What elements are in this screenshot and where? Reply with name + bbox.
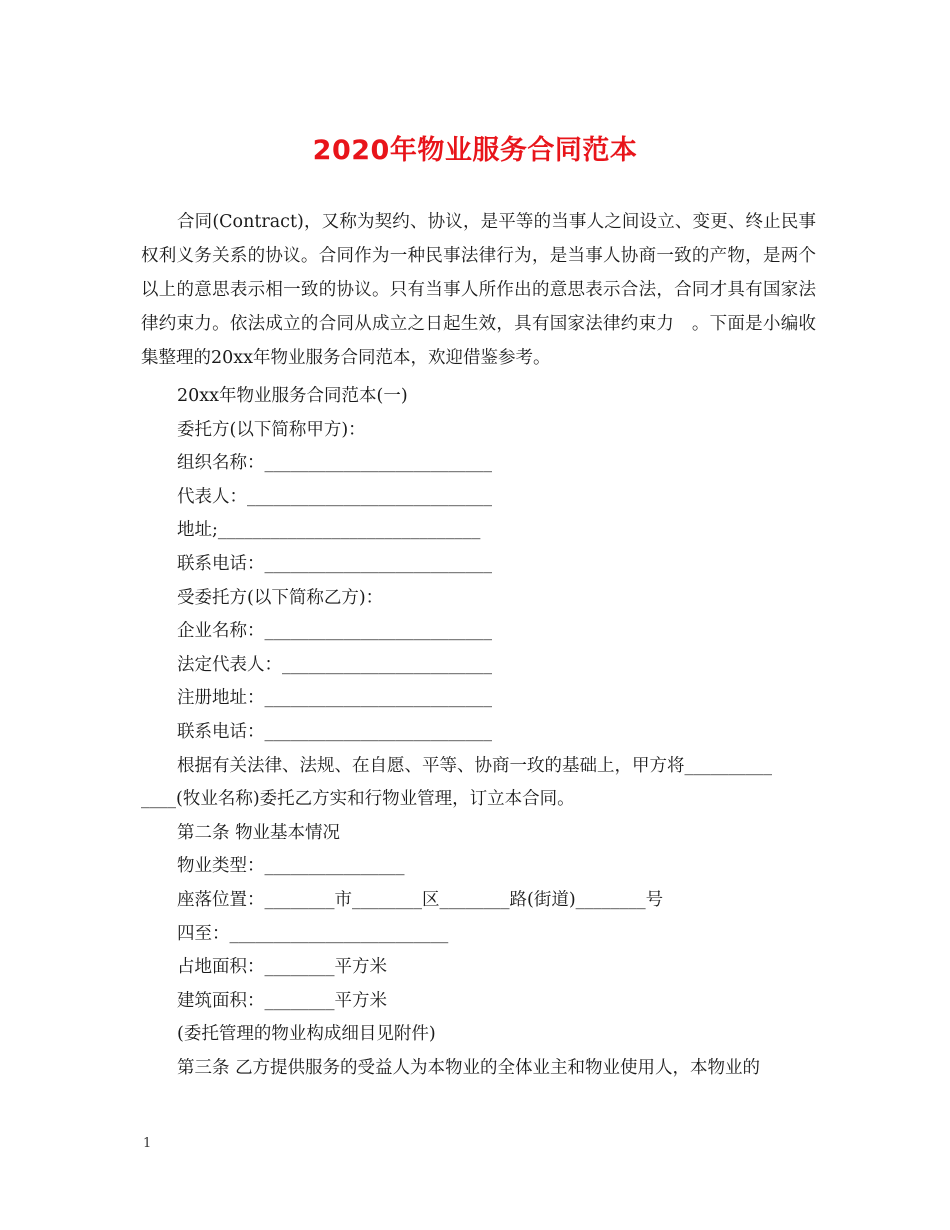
article-3-text: 第三条 乙方提供服务的受益人为本物业的全体业主和物业使用人，本物业的 bbox=[177, 1057, 761, 1078]
party-b-company-name-field: 企业名称：__________________________ bbox=[177, 621, 492, 642]
contract-subtitle: 20xx年物业服务合同范本(一) bbox=[177, 386, 408, 406]
agreement-clause: 根据有关法律、法规、在自愿、平等、协商一玫的基础上，甲方将__________ bbox=[177, 755, 772, 776]
party-b-heading: 受委托方(以下简称乙方)： bbox=[177, 587, 384, 608]
party-a-heading: 委托方(以下简称甲方)： bbox=[177, 419, 366, 440]
property-location-field: 座落位置：________市________区________路(街道)________号 bbox=[177, 889, 664, 910]
party-a-org-name-field: 组织名称：__________________________ bbox=[177, 453, 492, 474]
article-2-heading: 第二条 物业基本情况 bbox=[177, 822, 341, 843]
party-b-legal-rep-field: 法定代表人：________________________ bbox=[177, 654, 492, 675]
attachment-note: (委托管理的物业构成细目见附件) bbox=[177, 1024, 436, 1045]
page-number: 1 bbox=[143, 1136, 152, 1151]
party-a-representative-field: 代表人：____________________________ bbox=[177, 486, 492, 507]
party-a-address-field: 地址;______________________________ bbox=[177, 520, 481, 541]
party-a-phone-field: 联系电话：__________________________ bbox=[177, 553, 492, 574]
intro-paragraph: 合同(Contract)，又称为契约、协议，是平等的当事人之间设立、变更、终止民事权利义务关系的协议。合同作为一种民事法律行为，是当事人协商一致的产物，是两个以上的意思表示相一致的协议。只有当事人所作出的意思表示合法，合同才具有国家法律约束力。依法成立的合同从成立之日起生效，具有国家法律约束力 。下面是小编收集整理的20xx年物业服务合同范本，欢迎借鉴参考。 bbox=[141, 212, 816, 368]
agreement-clause-continued: ____(牧业名称)委托乙方实和行物业管理，订立本合同。 bbox=[141, 789, 575, 810]
contract-body bbox=[141, 380, 817, 1085]
land-area-field: 占地面积：________平方米 bbox=[177, 957, 387, 978]
property-boundaries-field: 四至：_________________________ bbox=[177, 923, 449, 944]
building-area-field: 建筑面积：________平方米 bbox=[177, 990, 387, 1011]
party-b-phone-field: 联系电话：__________________________ bbox=[177, 721, 492, 742]
party-b-registered-address-field: 注册地址：__________________________ bbox=[177, 688, 492, 709]
property-type-field: 物业类型：________________ bbox=[177, 856, 405, 877]
document-title: 2020年物业服务合同范本 bbox=[312, 135, 638, 166]
